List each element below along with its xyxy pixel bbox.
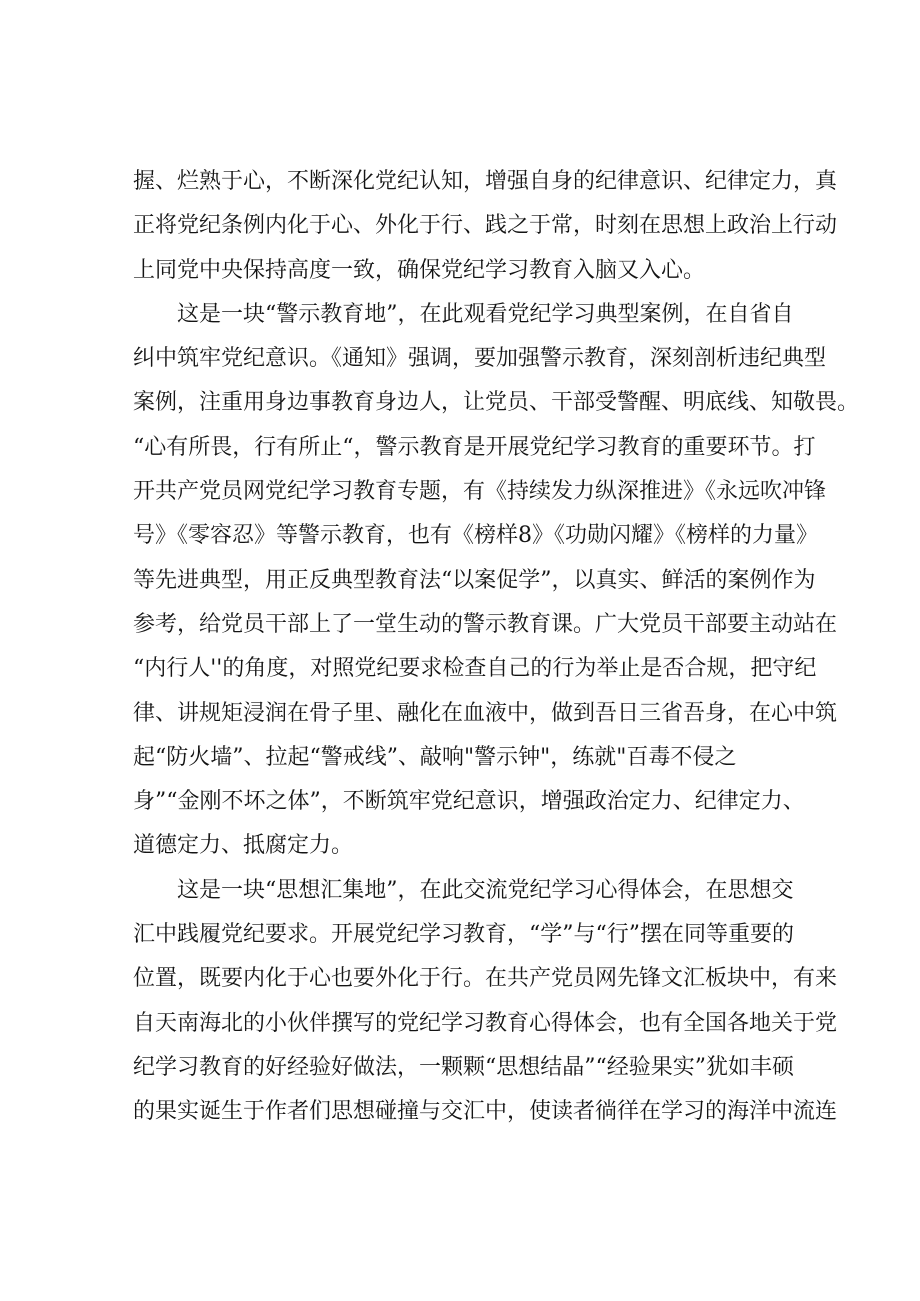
text-line: 握、烂熟于心，不断深化党纪认知，增强自身的纪律意识、纪律定力，真 [133, 169, 838, 194]
text-line: 起“防火墙”、拉起“警戒线”、敲响"警示钟"，练就"百毒不侵之 [133, 744, 737, 770]
text-line: 道德定力、抵腐定力。 [133, 833, 354, 859]
paragraph-start-line: 这是一块“思想汇集地”，在此交流党纪学习心得体会，在思想交 [177, 877, 794, 903]
text-line: 等先进典型，用正反典型教育法“以案促学”，以真实、鲜活的案例作为 [133, 567, 816, 593]
text-line: 正将党纪条例内化于心、外化于行、践之于常，时刻在思想上政治上行动 [133, 213, 838, 239]
text-line: “内行人''的角度，对照党纪要求检查自己的行为举止是否合规，把守纪 [133, 656, 817, 682]
text-line: 位置，既要内化于心也要外化于行。在共产党员网先锋文汇板块中，有来 [133, 966, 838, 992]
text-line: 汇中践履党纪要求。开展党纪学习教育，“学”与“行”摆在同等重要的 [133, 922, 794, 948]
body-text [133, 166, 860, 1141]
text-line: 号》《零容忍》等警示教育，也有《榜样8》《功勋闪耀》《榜样的力量》 [133, 523, 818, 549]
paragraph-start-line: 这是一块“警示教育地”，在此观看党纪学习典型案例，在自省自 [177, 301, 794, 327]
text-line: 纪学习教育的好经验好做法，一颗颗“思想结晶”“经验果实”犹如丰硕 [133, 1054, 794, 1080]
text-line: 律、讲规矩浸润在骨子里、融化在血液中，做到吾日三省吾身，在心中筑 [133, 700, 838, 726]
text-line: “心有所畏，行有所止“，警示教育是开展党纪学习教育的重要环节。打 [133, 434, 816, 460]
text-line: 纠中筑牢党纪意识。《通知》强调，要加强警示教育，深刻剖析违纪典型 [133, 346, 827, 372]
text-line: 上同党中央保持高度一致，确保党纪学习教育入脑又入心。 [133, 257, 706, 283]
text-line: 身”“金刚不坏之体”，不断筑牢党纪意识，增强政治定力、纪律定力、 [133, 789, 805, 815]
text-line: 自天南海北的小伙伴撰写的党纪学习教育心得体会，也有全国各地关于党 [133, 1010, 838, 1036]
text-line: 参考，给党员干部上了一堂生动的警示教育课。广大党员干部要主动站在 [133, 611, 838, 637]
text-line: 开共产党员网党纪学习教育专题，有《持续发力纵深推进》《永远吹冲锋 [133, 479, 827, 505]
text-line: 案例，注重用身边事教育身边人，让党员、干部受警醒、明底线、知敬畏。 [133, 390, 860, 416]
text-line: 的果实诞生于作者们思想碰撞与交汇中，使读者徜徉在学习的海洋中流连 [133, 1099, 838, 1125]
